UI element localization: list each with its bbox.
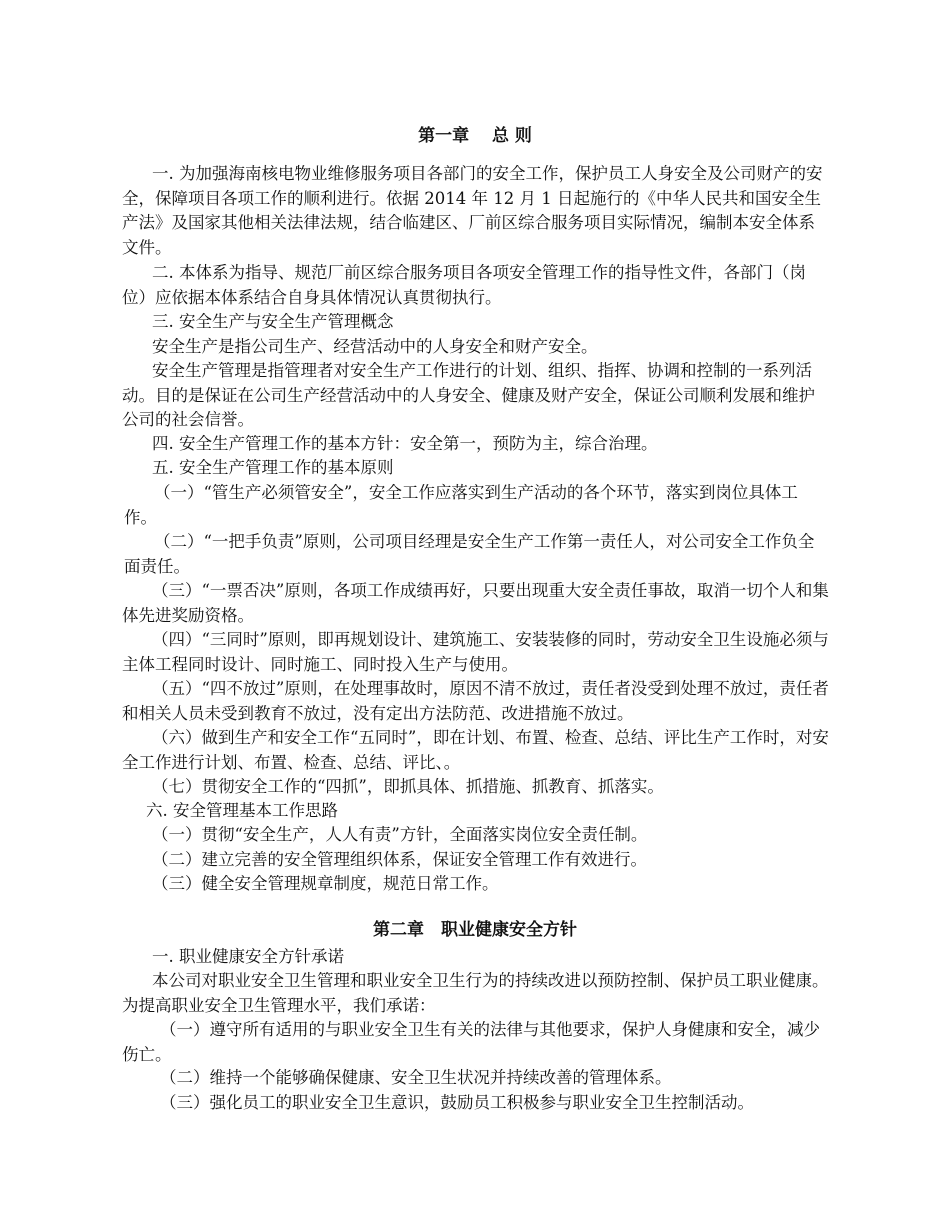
ch1-para-1: 一. 为加强海南核电物业维修服务项目各部门的安全工作，保护员工人身安全及公司财产的安全，保障项目各项工作的顺利进行。依据 2014 年 12 月 1 日起施行的《中华人民共和国安全生产法》及国家其他相关法律法规，结合临建区、厂前区综合服务项目实际情况，编制本安全体系文件。 <box>122 164 823 257</box>
ch1-para-3: 三. 安全生产与安全生产管理概念 <box>152 312 394 331</box>
ch1-principle-1: （一）“管生产必须管安全”，安全工作应落实到生产活动的各个环节，落实到岗位具体工作。 <box>124 483 798 527</box>
ch1-principle-2: （二）“一把手负责”原则，公司项目经理是安全生产工作第一责任人，对公司安全工作负全面责任。 <box>124 532 815 576</box>
chapter2-title: 第二章 职业健康安全方针 <box>373 920 577 940</box>
ch1-principle-4: （四）“三同时”原则，即再规划设计、建筑施工、安装装修的同时，劳动安全卫生设施必须与主体工程同时设计、同时施工、同时投入生产与使用。 <box>122 630 829 674</box>
ch1-idea-1: （一）贯彻“安全生产，人人有责”方针，全面落实岗位安全责任制。 <box>152 825 648 844</box>
chapter1-title: 第一章 总 则 <box>418 126 532 146</box>
ch2-commit-3: （三）强化员工的职业安全卫生意识，鼓励员工积极参与职业安全卫生控制活动。 <box>160 1093 754 1112</box>
ch1-principle-6: （六）做到生产和安全工作“五同时”，即在计划、布置、检查、总结、评比生产工作时，对安全工作进行计划、布置、检查、总结、评比、。 <box>122 728 829 772</box>
ch1-principle-5: （五）“四不放过”原则，在处理事故时，原因不清不放过，责任者没受到处理不放过，责任者和相关人员未受到教育不放过，没有定出方法防范、改进措施不放过。 <box>122 679 829 723</box>
ch2-commit-1: （一）遵守所有适用的与职业安全卫生有关的法律与其他要求，保护人身健康和安全，减少伤亡。 <box>122 1020 820 1064</box>
ch1-para-8: 六. 安全管理基本工作思路 <box>146 801 338 820</box>
ch1-para-4: 安全生产是指公司生产、经营活动中的人身安全和财产安全。 <box>152 337 598 356</box>
ch1-para-6: 四. 安全生产管理工作的基本方针：安全第一，预防为主，综合治理。 <box>152 434 658 453</box>
ch1-principle-7: （七）贯彻安全工作的“四抓”，即抓具体、抓措施、抓教育、抓落实。 <box>152 777 664 796</box>
ch1-idea-2: （二）建立完善的安全管理组织体系，保证安全管理工作有效进行。 <box>152 850 647 869</box>
ch2-commit-2: （二）维持一个能够确保健康、安全卫生状况并持续改善的管理体系。 <box>160 1068 672 1087</box>
ch2-para-2: 本公司对职业安全卫生管理和职业安全卫生行为的持续改进以预防控制、保护员工职业健康。为提高职业安全卫生管理水平，我们承诺： <box>122 971 829 1015</box>
ch2-para-1: 一. 职业健康安全方针承诺 <box>152 947 344 966</box>
ch1-principle-3: （三）“一票否决”原则，各项工作成绩再好，只要出现重大安全责任事故，取消一切个人和集体先进奖励资格。 <box>122 581 829 625</box>
ch1-idea-3: （三）健全安全管理规章制度，规范日常工作。 <box>152 874 499 893</box>
ch1-para-5: 安全生产管理是指管理者对安全生产工作进行的计划、组织、指挥、协调和控制的一系列活动。目的是保证在公司生产经营活动中的人身安全、健康及财产安全，保证公司顺利发展和维护公司的社会信誉。 <box>122 361 815 429</box>
ch1-para-2: 二. 本体系为指导、规范厂前区综合服务项目各项安全管理工作的指导性文件，各部门（岗位）应依据本体系结合自身具体情况认真贯彻执行。 <box>122 263 806 307</box>
ch1-para-7: 五. 安全生产管理工作的基本原则 <box>152 458 394 477</box>
